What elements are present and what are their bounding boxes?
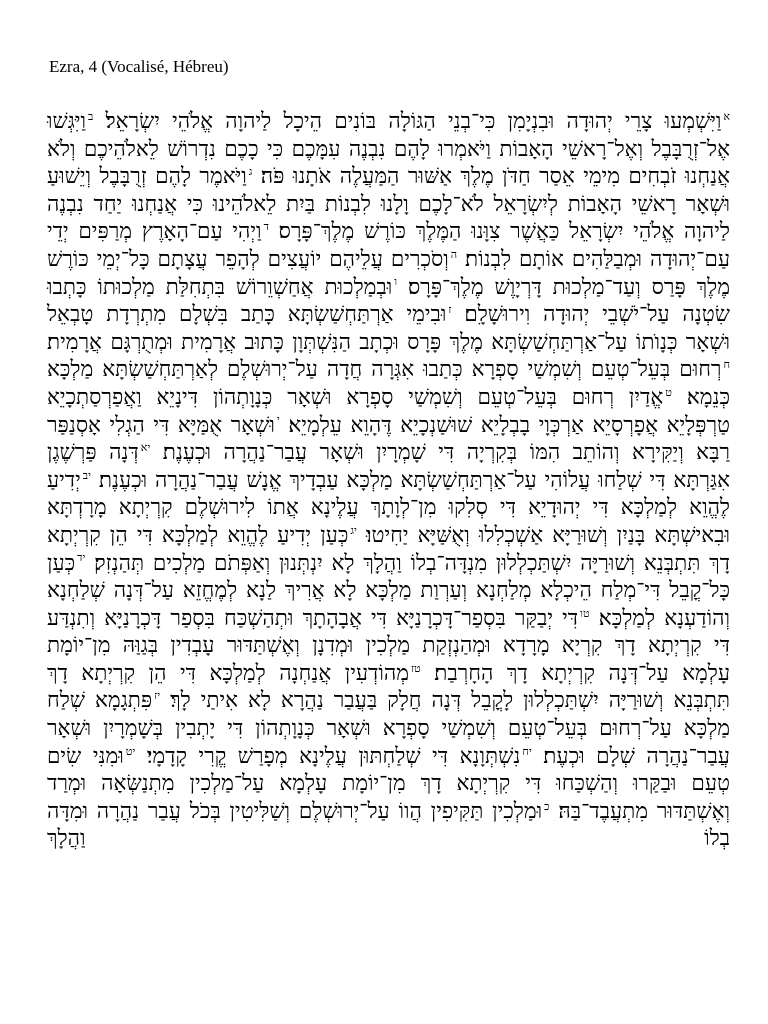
verse-text: וַיִּשְׁמְעוּ צָרֵי יְהוּדָה וּבִנְיָמִן כִּי־בְנֵי הַגּוֹלָה בּוֹנִים הֵיכָל לַיהוָה אֱלֹהֵי יִשְׂרָאֵל׃ <box>105 109 722 134</box>
verse-text: וַיֹּאמֶר לָהֶם זְרֻבָּבֶל וְיֵשׁוּעַ וּשְׁאָר רָאשֵׁי הָאָבוֹת לְיִשְׂרָאֵל לֹא־לָכֶם וָלָנוּ לִבְנוֹת בַּיִת לֵאלֹהֵינוּ כִּי אֲנַחְנוּ יַחַד נִבְנֶה לַיהוָה אֱלֹהֵי יִשְׂרָאֵל כַּאֲשֶׁר צִוָּנוּ הַמֶּלֶךְ כּוֹרֶשׁ מֶלֶךְ־פָּרָס׃ <box>47 164 730 245</box>
verse-text: דִּי יְבַקַּר בִּסְפַר־דָּכְרָנַיָּא דִּי אֲבָהָתָךְ וּתְהַשְׁכַּח בִּסְפַר דָּכְרָנַיָּא וְתִנְדַּע דִּי קִרְיְתָא דָךְ קִרְיָא מָרָדָא וּמְהַנְזְקַת מַלְכִין וּמְדִנָן וְאֶשְׁתַּדּוּר עָבְדִין בְּגַוַּהּ מִן־יוֹמָת עָלְמָא עַל־דְּנָה קִרְיְתָא דָךְ הָחָרְבַת׃ <box>47 605 730 686</box>
verse-number: יז <box>154 689 161 703</box>
verse-text: וְסֹכְרִים עֲלֵיהֶם יוֹעֲצִים לְהָפֵר עֲצָתָם כָּל־יְמֵי כּוֹרֶשׁ מֶלֶךְ פָּרַס וְעַד־מַלְכוּת דָּרְיָוֶשׁ מֶלֶךְ־פָּרָס׃ <box>47 246 730 300</box>
verse-number: יט <box>125 744 136 758</box>
verse-number: ט <box>665 385 672 399</box>
verse-number: כ <box>544 799 550 813</box>
verse-text: וַיְהִי עַם־הָאָרֶץ מְרַפִּים יְדֵי עַם־יְהוּדָה וּמְבַלַּהִים אוֹתָם לִבְנוֹת׃ <box>47 219 730 272</box>
verse-number: י <box>276 413 280 427</box>
verse <box>147 744 532 769</box>
verse-text: מְהוֹדְעִין אֲנַחְנָה לְמַלְכָּא דִּי הֵן קִרְיְתָא דָךְ תִּתְבְּנֵא וְשׁוּרַיָּה יִשְׁתַּכְלְלוּן לָקֳבֵל דְּנָה חֲלָק בַּעֲבַר נַהֲרָא לָא אִיתַי לָךְ׃ <box>47 660 730 714</box>
verse-text: פִּתְגָמָא שְׁלַח מַלְכָּא עַל־רְחוּם בְּעֵל־טְעֵם וְשִׁמְשַׁי סָפְרָא וּשְׁאָר כְּנָוָתְהוֹן דִּי יָתְבִין בְּשָׁמְרָיִן וּשְׁאָר עֲבַר־נַהֲרָה שְׁלָם וּכְעֶת׃ <box>47 688 730 769</box>
verse-text: וּבִימֵי אַרְתַּחְשַׁשְׂתָּא כָּתַב בִּשְׁלָם מִתְרְדָת טָבְאֵל וּשְׁאָר כְּנָוֺתוֹ עַל־אַרְתַּחְשַׁשְׂתָּא מֶלֶךְ פָּרָס וּכְתָב הַנִּשְׁתְּוָן כָּתוּב אֲרָמִית וּמְתֻרְגָּם אֲרָמִית׃ <box>47 302 730 355</box>
verse-text: וַיִּגְּשׁוּ אֶל־זְרֻבָּבֶל וְאֶל־רָאשֵׁי הָאָבוֹת וַיֹּאמְרוּ לָהֶם נִבְנֶה עִמָּכֶם כִּי כָכֶם נִדְרוֹשׁ לֵאלֹהֵיכֶם וְלֹא אֲנַחְנוּ זֹבְחִים מִימֵי אֵסַר חַדֹּן מֶלֶךְ אַשּׁוּר הַמַּעֲלֶה אֹתָנוּ פֹּה׃ <box>47 109 730 190</box>
verse-number: ד <box>263 220 269 234</box>
verse-text: וּבְמַלְכוּת אֲחַשְׁוֵרוֹשׁ בִּתְחִלַּת מַלְכוּתוֹ כָּתְבוּ שִׂטְנָה עַל־יֹשְׁבֵי יְהוּדָה וִירוּשָׁלָ͏ִם׃ <box>47 274 731 328</box>
verse-number: א <box>723 109 731 123</box>
verse-number: ג <box>248 165 253 179</box>
verse-number: טו <box>580 606 590 620</box>
verse-number: יד <box>77 551 86 565</box>
verse <box>106 109 731 134</box>
verse-number: ח <box>723 358 730 372</box>
verse-text: יְדִיעַ לֶהֱוֵא לְמַלְכָּא דִּי יְהוּדָיֵא דִּי סְלִקוּ מִן־לְוָתָךְ עֲלֶינָא אֲתוֹ לִירוּשְׁלֶם קִרְיְתָא מָרָדְתָּא וּבִאישְׁתָּא בָּנַיִן וְשׁוּרַיָּא אַשְׁכְלִלוּ וְאֻשַּׁיָּא יַחִיטוּ׃ <box>47 467 730 548</box>
verse-text: וּמִנִּי שִׂים טְעֵם וּבַקַּרוּ וְהַשְׁכַּחוּ דִּי קִרְיְתָא דָךְ מִן־יוֹמָת עָלְמָא עַל־מַלְכִין מִתְנַשְּׂאָה וּמְרַד וְאֶשְׁתַּדּוּר מִתְעֲבֶד־בַּהּ׃ <box>47 743 730 824</box>
verse-number: ב <box>87 109 94 123</box>
verse-number: יב <box>82 468 91 482</box>
verse-text: נִשְׁתְּוָנָא דִּי שְׁלַחְתּוּן עֲלֶינָא מְפָרַשׁ קֱרִי קָדָמָי׃ <box>146 743 521 769</box>
verse-number: ז <box>448 303 452 316</box>
verse-text: וּשְׁאָר אֻמַּיָּא דִּי הַגְלִי אָסְנַפַּר רַבָּא וְיַקִּירָא וְהוֹתֵב הִמּוֹ בְּקִרְיָה דִּי שָׁמְרָיִן וּשְׁאָר עֲבַר־נַהֲרָה וּכְעֶנֶת׃ <box>47 412 730 466</box>
verse-number: ה <box>450 247 458 261</box>
verse-text: וּמַלְכִין תַּקִּיפִין הֲווֹ עַל־יְרוּשְׁלֶם וְשַׁלִּיטִין בְּכֹל עֲבַר נַהֲרָה וּמִדָּה בְלוֹ וַהֲלָךְ <box>47 798 730 852</box>
verse-number: טז <box>410 661 421 675</box>
verse-text: כְּעַן כָּל־קֳבֵל דִּי־מְלַח הֵיכְלָא מְלַחְנָא וְעַרְוַת מַלְכָּא לָא אֲרִיךְ לַנָא לְמֶחֱזֵא עַל־דְּנָה שְׁלַחְנָא וְהוֹדַעְנָא לְמַלְכָּא׃ <box>47 550 731 631</box>
verse-text: כְּעַן יְדִיעַ לֶהֱוֵא לְמַלְכָּא דִּי הֵן קִרְיְתָא דָךְ תִּתְבְּנֵא וְשׁוּרַיָּה יִשְׁתַּכְלְלוּן מִנְדָּה־בְלוֹ וַהֲלָךְ לָא יִנְתְּנוּן וְאַפְּתֹם מַלְכִים תְּהַנְזִק׃ <box>47 522 731 576</box>
verse-number: ו <box>394 275 398 289</box>
verse-number: יג <box>350 523 357 537</box>
verse-text: אֱדַיִן רְחוּם בְּעֵל־טְעֵם וְשִׁמְשַׁי סָפְרָא וּשְׁאָר כְּנָוָתְהוֹן דִּינָיֵא וַאֲפַרְסַתְכָיֵא טַרְפְּלָיֵא אֲפָרְסָיֵא אַרְכְּוָי בָבְלָיֵא שׁוּשַׁנְכָיֵא דֶּהָוֵא עֵלְמָיֵא׃ <box>47 384 730 438</box>
verses-text <box>47 108 730 853</box>
verse-text: רְחוּם בְּעֵל־טְעֵם וְשִׁמְשַׁי סָפְרָא כְּתַבוּ אִגְּרָה חֲדָה עַל־יְרוּשְׁלֶם לְאַרְתַּחְשַׁשְׂתָּא מַלְכָּא כְּנֵמָא׃ <box>47 357 731 410</box>
page-title: Ezra, 4 (Vocalisé, Hébreu) <box>49 57 229 76</box>
verse-number: יא <box>140 440 151 454</box>
verse-number: יח <box>522 744 532 758</box>
verse-text: דְּנָה פַּרְשֶׁגֶן אִגַּרְתָּא דִּי שְׁלַחוּ עֲלוֹהִי עַל־אַרְתַּחְשַׁשְׂתָּא מַלְכָּא עַבְדָיךְ אֱנָשׁ עֲבַר־נַהֲרָה וּכְעֶנֶת׃ <box>47 440 730 493</box>
